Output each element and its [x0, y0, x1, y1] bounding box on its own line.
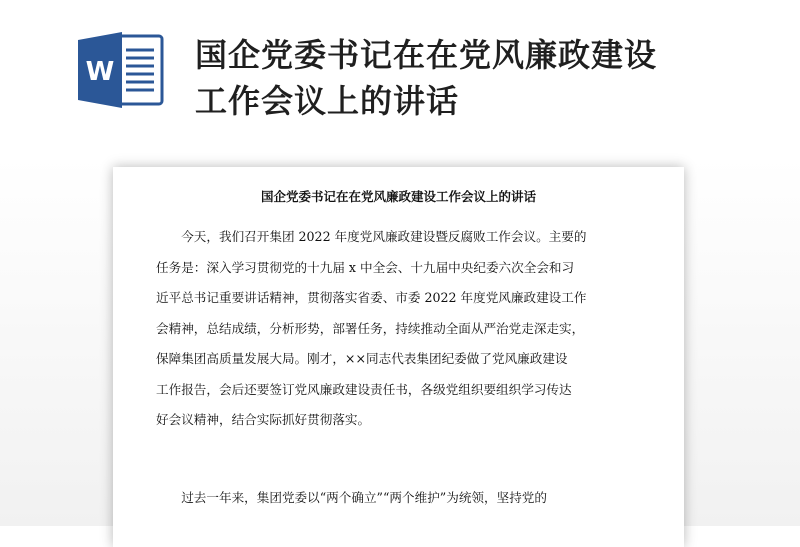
paragraph-line: 工作报告，会后还要签订党风廉政建设责任书，各级党组织要组织学习传达	[156, 381, 572, 397]
word-icon	[76, 30, 166, 110]
paragraph-line: 近平总书记重要讲话精神，贯彻落实省委、市委 2022 年度党风廉政建设工作	[156, 290, 587, 305]
cover-header	[0, 0, 800, 150]
paragraph-line: 今天，我们召开集团 2022 年度党风廉政建设暨反腐败工作会议。主要的	[181, 229, 587, 244]
paragraph-2	[156, 483, 656, 514]
paragraph-line: 会精神，总结成绩，分析形势，部署任务，持续推动全面从严治党走深走实，	[156, 320, 585, 336]
document-page	[113, 167, 684, 547]
page-heading: 国企党委书记在在党风廉政建设工作会议上的讲话	[260, 189, 536, 204]
paragraph-line: 好会议精神，结合实际抓好贯彻落实。	[156, 412, 371, 427]
paragraph-line: 保障集团高质量发展大局。刚才，××同志代表集团纪委做了党风廉政建设	[156, 351, 568, 366]
cover-title-line-1: 国企党委书记在在党风廉政建设	[195, 36, 658, 74]
paragraph-1	[156, 222, 656, 436]
paragraph-line: 过去一年来，集团党委以“两个确立”“两个维护”为统领，坚持党的	[181, 490, 547, 505]
document-cover-title	[195, 32, 775, 124]
cover-title-line-2: 工作会议上的讲话	[195, 82, 460, 120]
paragraph-line: 任务是：深入学习贯彻党的十九届 x 中全会、十九届中央纪委六次全会和习	[156, 259, 575, 275]
word-icon-letter: W	[85, 57, 115, 87]
